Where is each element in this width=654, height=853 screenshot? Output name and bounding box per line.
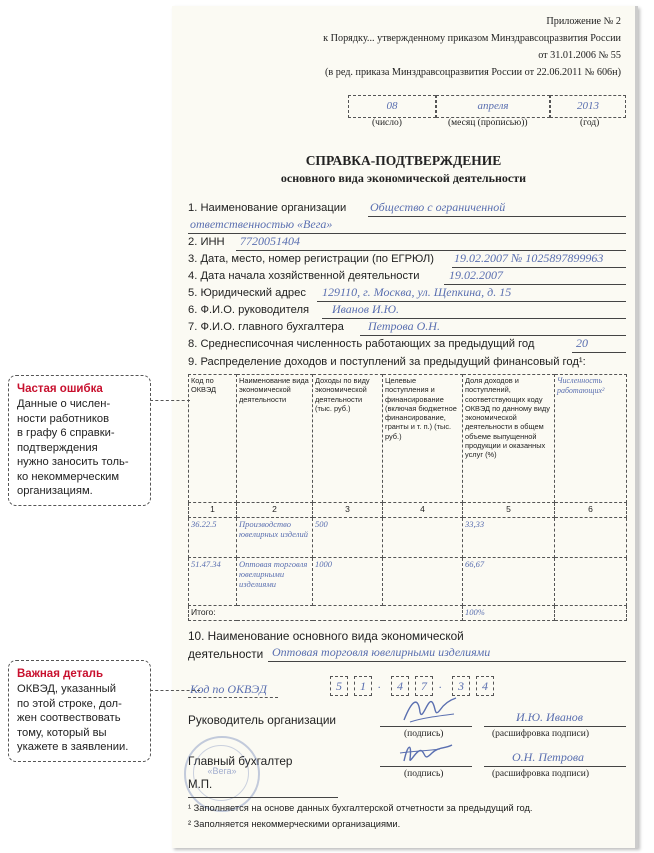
total-label: Итого:: [189, 606, 463, 621]
head-name-line: [484, 726, 626, 727]
callout-2-connector: [150, 690, 200, 691]
okved-digit: 4: [476, 676, 494, 696]
okved-digit: 7: [415, 676, 433, 696]
footnote-separator: [188, 797, 338, 798]
cell-income: 1000: [313, 558, 383, 606]
cell-activity: Оптовая торговля ювелирными изделиями: [237, 558, 313, 606]
mp-label: М.П.: [188, 779, 213, 791]
date-day-caption: (число): [372, 118, 402, 128]
section-10-label-a: 10. Наименование основного вида экономической: [188, 629, 464, 643]
header-date-line: от 31.01.2006 № 55: [538, 50, 621, 61]
col-header-okved: Код по ОКВЭД: [189, 375, 237, 503]
col-header-target: Целевые поступления и финансирование (включая бюджетное финансирование, гранты и т. п.) (тыс. руб.): [383, 375, 463, 503]
okved-code-label: Код по ОКВЭД: [190, 682, 267, 696]
field-1-label: 1. Наименование организации: [188, 202, 347, 214]
field-3-label: 3. Дата, место, номер регистрации (по ЕГРЮЛ): [188, 253, 434, 265]
cell-code: 51.47.34: [189, 558, 237, 606]
income-distribution-table: [188, 374, 627, 621]
field-5-value: 129110, г. Москва, ул. Щепкина, д. 15: [322, 285, 512, 299]
callout-1-line: в графу 6 справки-: [17, 427, 115, 440]
col-header-share: Доля доходов и поступлений, соответствующих коду ОКВЭД по данному виду экономической деятельности в общем объеме выпущенной продукции и оказанных услуг (%): [463, 375, 555, 503]
footnote-1: ¹ Заполняется на основе данных бухгалтерской отчетности за предыдущий год.: [188, 803, 533, 813]
accountant-signature-icon: [396, 737, 458, 769]
head-label: Руководитель организации: [188, 713, 337, 727]
cell-target: [383, 518, 463, 558]
col-number: 5: [463, 503, 555, 518]
col-number: 3: [313, 503, 383, 518]
field-1-underline: [368, 216, 626, 217]
okved-code-underline: [188, 697, 278, 698]
callout-1-line: ности работников: [17, 412, 110, 425]
col-number: 1: [189, 503, 237, 518]
okved-digit: 5: [330, 676, 348, 696]
okved-dot: .: [378, 677, 381, 691]
table-total-row: [189, 606, 627, 621]
cell-income: 500: [313, 518, 383, 558]
field-1-value-a: Общество с ограниченной: [370, 200, 506, 214]
cell-target: [383, 558, 463, 606]
footnote-2: ² Заполняется некоммерческими организациями.: [188, 819, 401, 829]
callout-2-line: ОКВЭД, указанный: [17, 682, 116, 695]
head-name-caption: (расшифровка подписи): [492, 729, 589, 739]
total-staff: [555, 606, 627, 621]
field-8-value: 20: [576, 336, 588, 350]
document-subtitle: основного вида экономической деятельности: [280, 171, 527, 185]
col-header-income: Доходы по виду экономической деятельности (тыс. руб.): [313, 375, 383, 503]
section-10-value: Оптовая торговля ювелирными изделиями: [272, 645, 491, 659]
section-10-underline: [268, 661, 626, 662]
date-month: апреля: [477, 100, 509, 112]
col-header-activity: Наименование вида экономической деятельности: [237, 375, 313, 503]
okved-digit: 3: [452, 676, 470, 696]
date-year-caption: (год): [580, 118, 600, 128]
date-month-box: [436, 95, 550, 118]
head-sign-line: [380, 726, 472, 727]
callout-common-mistake: [8, 375, 151, 506]
field-4-value: 19.02.2007: [449, 268, 503, 282]
field-5-label: 5. Юридический адрес: [188, 287, 306, 299]
callout-2-line: жен соотвествовать: [17, 712, 121, 725]
okved-dot: .: [439, 677, 442, 691]
head-sign-caption: (подпись): [404, 729, 444, 739]
col-number: 2: [237, 503, 313, 518]
head-name: И.Ю. Иванов: [516, 710, 584, 724]
document-page: [172, 6, 638, 848]
date-year-box: [550, 95, 626, 118]
field-8-underline: [572, 352, 626, 353]
accountant-sign-caption: (подпись): [404, 769, 444, 779]
callout-important-detail: [8, 660, 151, 762]
callout-1-line: подтверждения: [17, 441, 98, 454]
date-month-caption: (месяц (прописью)): [448, 118, 528, 128]
field-3-value: 19.02.2007 № 1025897899963: [454, 251, 604, 265]
cell-share: 66,67: [463, 558, 555, 606]
field-6-value: Иванов И.Ю.: [332, 302, 400, 316]
header-order-line: к Порядку... утвержденному приказом Минздравсоцразвития России: [323, 33, 621, 44]
col-number: 4: [383, 503, 463, 518]
table-number-row: [189, 503, 627, 518]
cell-staff: [555, 518, 627, 558]
field-6-label: 6. Ф.И.О. руководителя: [188, 304, 310, 316]
cell-activity: Производство ювелирных изделий: [237, 518, 313, 558]
date-day: 08: [386, 100, 398, 112]
callout-1-line: организациям.: [17, 485, 93, 498]
accountant-name: О.Н. Петрова: [512, 750, 584, 764]
accountant-sign-line: [380, 766, 472, 767]
stamp-text: «Вега»: [207, 766, 237, 776]
callout-2-line: по этой строке, дол-: [17, 697, 122, 710]
col-number: 6: [555, 503, 627, 518]
okved-digit: 1: [354, 676, 372, 696]
date-year: 2013: [577, 100, 599, 112]
field-1-value-b: ответственностью «Вега»: [190, 217, 333, 231]
cell-share: 33,33: [463, 518, 555, 558]
accountant-name-line: [484, 766, 626, 767]
cell-staff: [555, 558, 627, 606]
callout-2-line: тому, который вы: [17, 726, 107, 739]
callout-1-line: ко некоммерческим: [17, 470, 120, 483]
callout-2-title: Важная деталь: [17, 668, 104, 680]
accountant-name-caption: (расшифровка подписи): [492, 769, 589, 779]
field-2-value: 7720051404: [240, 234, 300, 248]
total-share: 100%: [463, 606, 555, 621]
cell-code: 36.22.5: [189, 518, 237, 558]
appendix-label: Приложение № 2: [546, 16, 621, 27]
callout-1-line: нужно заносить толь-: [17, 456, 129, 469]
field-8-label: 8. Среднесписочная численность работающих за предыдущий год: [188, 338, 535, 350]
head-signature-icon: [398, 692, 460, 728]
section-10-label-b: деятельности: [188, 647, 264, 661]
field-7-label: 7. Ф.И.О. главного бухгалтера: [188, 321, 344, 333]
header-edition-line: (в ред. приказа Минздравсоцразвития России от 22.06.2011 № 606н): [325, 67, 621, 78]
callout-2-line: укажете в заявлении.: [17, 741, 129, 754]
field-2-label: 2. ИНН: [188, 236, 225, 248]
col-header-staff: Численность работающих²: [555, 375, 627, 503]
document-title: СПРАВКА-ПОДТВЕРЖДЕНИЕ: [305, 153, 502, 168]
callout-1-connector: [150, 400, 190, 401]
field-9-label: 9. Распределение доходов и поступлений за предыдущий финансовый год¹:: [188, 356, 586, 368]
table-header-row: [189, 375, 627, 503]
table-row: [189, 558, 627, 606]
company-stamp: [184, 736, 260, 812]
field-4-label: 4. Дата начала хозяйственной деятельности: [188, 270, 420, 282]
callout-1-title: Частая ошибка: [17, 383, 103, 395]
field-7-value: Петрова О.Н.: [368, 319, 440, 333]
date-day-box: [348, 95, 436, 118]
okved-digit: 4: [391, 676, 409, 696]
callout-1-line: Данные о числен-: [17, 397, 111, 410]
table-row: [189, 518, 627, 558]
accountant-label: Главный бухгалтер: [188, 754, 293, 768]
